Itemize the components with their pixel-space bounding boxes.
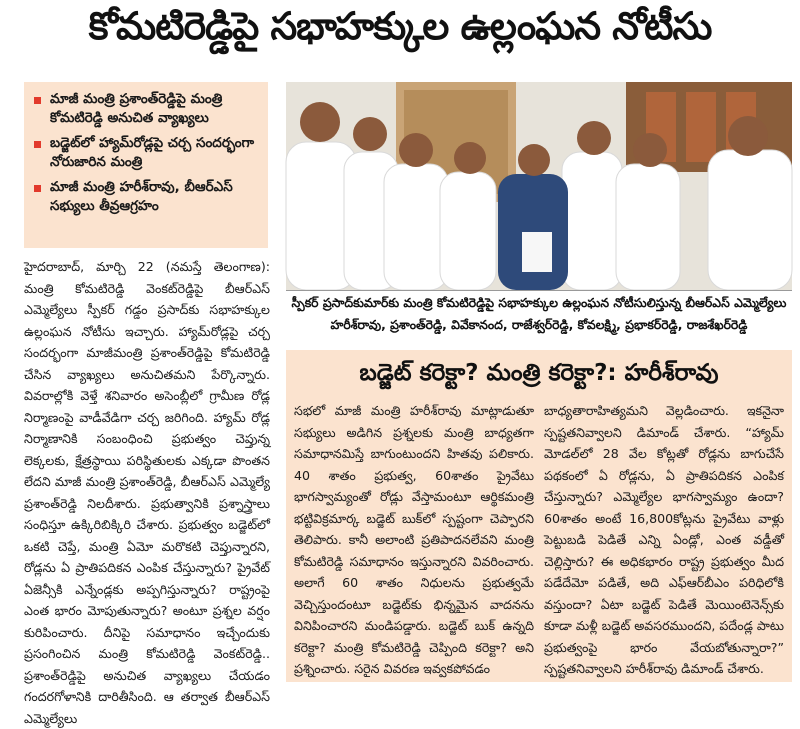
headline: కోమటిరెడ్డిపై సభాహక్కుల ఉల్లంఘన నోటీసు (88, 4, 712, 48)
photo-caption: స్పీకర్‌ ప్రసాద్‌కుమార్‌కు మంత్రి కోమటిరెడ్డిపై సభాహక్కుల ఉల్లంఘన నోటీసులిస్తున్న బీఆర్‌ఎస్‌ ఎమ్మెల్యేలు హరీశ్‌రావు, ప్రశాంత్‌రెడ్డి, వివేకానంద, రాజేశ్వర్‌రెడ్డి, కోవలక్ష్మి, ప్రభాకర్‌రెడ్డి, రాజశేఖర్‌రెడ్డి (291, 295, 787, 332)
news-photo (286, 82, 792, 290)
side-panel-text-2: బాధ్యతారాహిత్యమని వెల్లడించారు. ఇకనైనా స్పష్టతనివ్వాలని డిమాండ్‌ చేశారు. “హ్యామ్‌ మోడల్‌లో 28 వేల కోట్లతో రోడ్లను బాగుచేసే పథకంలో ఏ రోడ్లను, ఏ ప్రాతిపదికన ఎంపిక చేస్తున్నారు? ఎమ్మెల్యేల భాగస్వామ్యం ఉందా? 60శాతం అంటే 16,800కోట్లను ప్రైవేటు వాళ్లు పెట్టుబడి పెడితే ఎన్ని ఏండ్లో, ఎంత వడ్డీతో చెల్లిస్తారు? ఈ అధికభారం రాష్ట్ర ప్రభుత్వం మీద పడేదేమో పడితే, అది ఎఫ్‌ఆర్‌బీఎం పరిధిలోకి వస్తుందా? ఏటా బడ్జెట్‌ పెడితే మెయింటెనెన్స్‌కు కూడా మళ్లీ బడ్జెట్‌ అవసరముందని, పదేండ్ల పాటు ప్రభుత్వంపై భారం వేయబోతున్నారా?” స్పష్టతనివ్వాలని హరీశ్‌రావు డిమాండ్‌ చేశారు. (544, 403, 784, 676)
highlight-text: బడ్జెట్‌లో హ్యామ్‌రోడ్లపై చర్చ సందర్భంగా నోరుజారిన మంత్రి (50, 135, 255, 170)
highlight-item (34, 134, 262, 172)
photo-rule (286, 290, 792, 291)
left-article (24, 256, 270, 726)
side-panel-text-1: సభలో మాజీ మంత్రి హరీశ్‌రావు మాట్లాడుతూ సభ్యులు అడిగిన ప్రశ్నలకు మంత్రి బాధ్యతగా సమాధానమిస్తే బాగుంటుందని హితవు పలికారు. 40 శాతం ప్రభుత్వ, 60శాతం ప్రైవేటు భాగస్వామ్యంతో రోడ్లు వేస్తామంటూ ఆర్థికమంత్రి భట్టివిక్రమార్క బడ్జెట్‌ బుక్‌లో స్పష్టంగా చెప్పారని తెలిపారు. కానీ అలాంటి ప్రతిపాదనలేవని మంత్రి కోమటిరెడ్డి సమాధానం ఇస్తున్నారని వివరించారు. అలాగే 60 శాతం నిధులను ప్రభుత్వమే వెచ్చిస్తుందంటూ బడ్జెట్‌కు భిన్నమైన వాదనను వినిపించారని మండిపడ్డారు. బడ్జెట్‌ బుక్‌ ఉన్నది కరెక్టా? మంత్రి కోమటిరెడ్డి చెప్పింది కరెక్టా? అని ప్రశ్నించారు. సరైన వివరణ ఇవ్వకపోవడం (294, 403, 534, 676)
group-photo (286, 82, 792, 290)
bullet-icon (34, 141, 41, 148)
bullet-icon (34, 97, 41, 104)
highlight-item (34, 90, 262, 128)
side-panel-title: బడ్జెట్‌ కరెక్టా? మంత్రి కరెక్టా?: హరీశ్‌రావు (359, 360, 719, 386)
highlight-item (34, 178, 262, 216)
bullet-icon (34, 185, 41, 192)
side-panel-column-2 (544, 400, 784, 680)
left-article-text: హైదరాబాద్‌, మార్చి 22 (నమస్తే తెలంగాణ): మంత్రి కోమటిరెడ్డి వెంకట్‌రెడ్డిపై బీఆర్‌ఎస్‌ ఎమ్మెల్యేలు స్పీకర్‌ గడ్డం ప్రసాద్‌కు సభాహక్కుల ఉల్లంఘన నోటీసు ఇచ్చారు. హ్యామ్‌రోడ్లపై చర్చ సందర్భంగా మాజీమంత్రి ప్రశాంత్‌రెడ్డిపై కోమటిరెడ్డి చేసిన వ్యాఖ్యలు అనుచితమని పేర్కొన్నారు. వివరాల్లోకి వెళ్తే శనివారం అసెంబ్లీలో గ్రామీణ రోడ్ల నిర్మాణంపై వాడీవేడిగా చర్చ జరిగింది. హ్యామ్‌ రోడ్ల నిర్మాణానికి సంబంధించి ప్రభుత్వం చెప్తున్న లెక్కలకు, క్షేత్రస్థాయి పరిస్థితులకు ఎక్కడా పొంతన లేదని మాజీ మంత్రి ప్రశాంత్‌రెడ్డి, బీఆర్‌ఎస్‌ ఎమ్మెల్యే ప్రశాంత్‌రెడ్డి నిలదీశారు. ప్రభుత్వానికి ప్రశ్నాస్త్రాలు సంధిస్తూ ఉక్కిరిబిక్కిరి చేశారు. ప్రభుత్వం బడ్జెట్‌లో ఒకటి చెప్తే, మంత్రి ఏమో మరొకటి చెప్తున్నారని, రోడ్లను ఏ ప్రాతిపదికన ఎంపిక చేస్తున్నారు? ప్రైవేట్‌ ఏజెన్సీకి ఎన్నేండ్లకు అప్పగిస్తున్నారు? రాష్ట్రంపై ఎంత భారం మోపుతున్నారు? అంటూ ప్రశ్నల వర్షం కురిపించారు. దీనిపై సమాధానం ఇచ్చేందుకు ప్రసంగించిన మంత్రి కోమటిరెడ్డి వెంకట్‌రెడ్డి.. ప్రశాంత్‌రెడ్డిపై అనుచిత వ్యాఖ్యలు చేయడం గందరగోళానికి దారితీసింది. ఆ తర్వాత బీఆర్‌ఎస్‌ ఎమ్మెల్యేలు (24, 259, 270, 726)
side-panel-column-1 (294, 400, 534, 680)
highlights-box (24, 82, 268, 248)
highlight-text: మాజీ మంత్రి ప్రశాంత్‌రెడ్డిపై మంత్రి కోమటిరెడ్డి అనుచిత వ్యాఖ్యలు (50, 91, 223, 126)
side-panel (286, 350, 792, 682)
highlight-text: మాజీ మంత్రి హరీశ్‌రావు, బీఆర్‌ఎస్‌ సభ్యులు తీవ్రఆగ్రహం (50, 179, 233, 214)
